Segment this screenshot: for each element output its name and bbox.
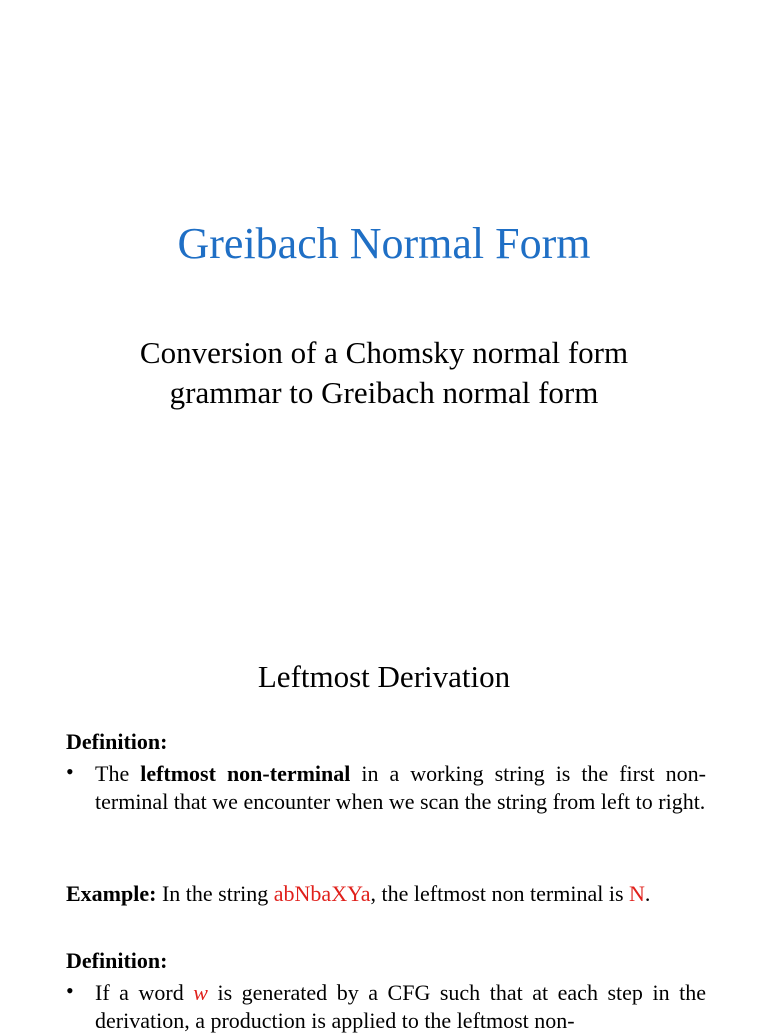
slide-title: Greibach Normal Form bbox=[177, 219, 591, 268]
term-leftmost-nonterminal: leftmost non-terminal bbox=[140, 761, 351, 786]
definition-text: The leftmost non-terminal in a working string is the first non-terminal that we encounter when we scan the string from left to right. bbox=[95, 761, 706, 814]
definition-bullet bbox=[66, 760, 706, 816]
example-string: abNbaXYa bbox=[273, 881, 371, 906]
bullet-icon: • bbox=[66, 759, 74, 784]
example-paragraph: Example: In the string abNbaXYa, the leftmost non terminal is N. bbox=[66, 881, 651, 906]
bullet-icon: • bbox=[66, 978, 74, 1003]
definition-label: Definition: bbox=[66, 729, 168, 754]
word-w: w bbox=[193, 980, 208, 1005]
definition-bullet-2 bbox=[66, 979, 706, 1035]
definition-label-2: Definition: bbox=[66, 948, 168, 973]
section-title: Leftmost Derivation bbox=[257, 659, 511, 694]
example-label: Example: bbox=[66, 881, 157, 906]
example-nonterminal: N bbox=[629, 881, 645, 906]
slide-subtitle: Conversion of a Chomsky normal form grammar to Greibach normal form bbox=[139, 335, 629, 410]
definition-text-2: If a word w is generated by a CFG such that at each step in the derivation, a production is applied to the leftmost non- bbox=[95, 980, 706, 1033]
